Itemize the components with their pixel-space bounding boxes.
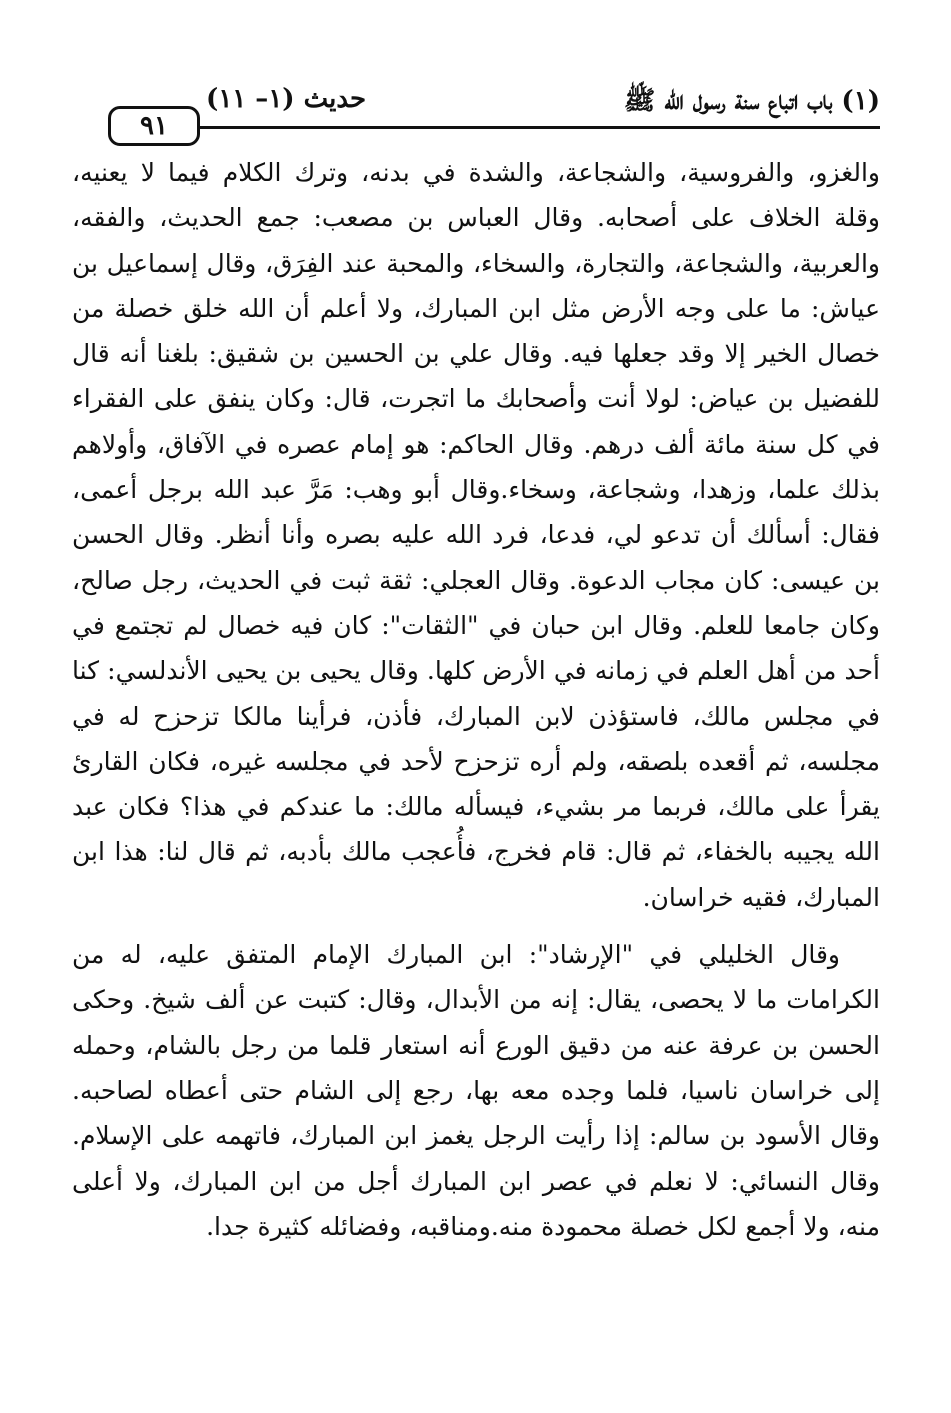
chapter-title: (١) باب اتباع سنة رسول الله ﷺ [623, 86, 880, 116]
hadith-range: حديث (١– ١١) [206, 84, 367, 114]
running-header [108, 78, 880, 141]
paragraph-2: وقال الخليلي في "الإرشاد": ابن المبارك الإمام المتفق عليه، له من الكرامات ما لا يحصى، يقال: إنه من الأبدال، وقال: كتبت عن ألف شيخ. وحكى الحسن بن عرفة عنه من دقيق الورع أنه استعار قلما من رجل بالشام، وحمله إلى خراسان ناسيا، فلما وجده معه بها، رجع إلى الشام حتى أعطاه لصاحبه. وقال الأسود بن سالم: إذا رأيت الرجل يغمز ابن المبارك، فاتهمه على الإسلام. وقال النسائي: لا نعلم في عصر ابن المبارك أجل من ابن المبارك، ولا أعلى منه، ولا أجمع لكل خصلة محمودة منه.ومناقبه، وفضائله كثيرة جدا. [72, 940, 880, 1241]
page-number: ٩١ [108, 106, 200, 146]
body-text [72, 150, 880, 1249]
paragraph-1: والغزو، والفروسية، والشجاعة، والشدة في بدنه، وترك الكلام فيما لا يعنيه، وقلة الخلاف على أصحابه. وقال العباس بن مصعب: جمع الحديث، والفقه، والعربية، والشجاعة، والتجارة، والسخاء، والمحبة عند الفِرَق، وقال إسماعيل بن عياش: ما على وجه الأرض مثل ابن المبارك، ولا أعلم أن الله خلق خصلة من خصال الخير إلا وقد جعلها فيه. وقال علي بن الحسين بن شقيق: بلغنا أنه قال للفضيل بن عياض: لولا أنت وأصحابك ما اتجرت، قال: وكان ينفق على الفقراء في كل سنة مائة ألف درهم. وقال الحاكم: هو إمام عصره في الآفاق، وأولاهم بذلك علما، وزهدا، وشجاعة، وسخاء.وقال أبو وهب: مَرَّ عبد الله برجل أعمى، فقال: أسألك أن تدعو لي، فدعا، فرد الله عليه بصره وأنا أنظر. وقال الحسن بن عيسى: كان مجاب الدعوة. وقال العجلي: ثقة ثبت في الحديث، رجل صالح، وكان جامعا للعلم. وقال ابن حبان في "الثقات": كان فيه خصال لم تجتمع في أحد من أهل العلم في زمانه في الأرض كلها. وقال يحيى بن يحيى الأندلسي: كنا في مجلس مالك، فاستؤذن لابن المبارك، فأذن، فرأينا مالكا تزحزح له في مجلسه، ثم أقعده بلصقه، ولم أره تزحزح لأحد في مجلسه غيره، فكان القارئ يقرأ على مالك، فربما مر بشيء، فيسأله مالك: ما عندكم في هذا؟ فكان عبد الله يجيبه بالخفاء، ثم قال: قام فخرج، فأُعجب مالك بأدبه، ثم قال لنا: هذا ابن المبارك، فقيه خراسان. [72, 158, 880, 912]
header-rule [158, 126, 880, 129]
